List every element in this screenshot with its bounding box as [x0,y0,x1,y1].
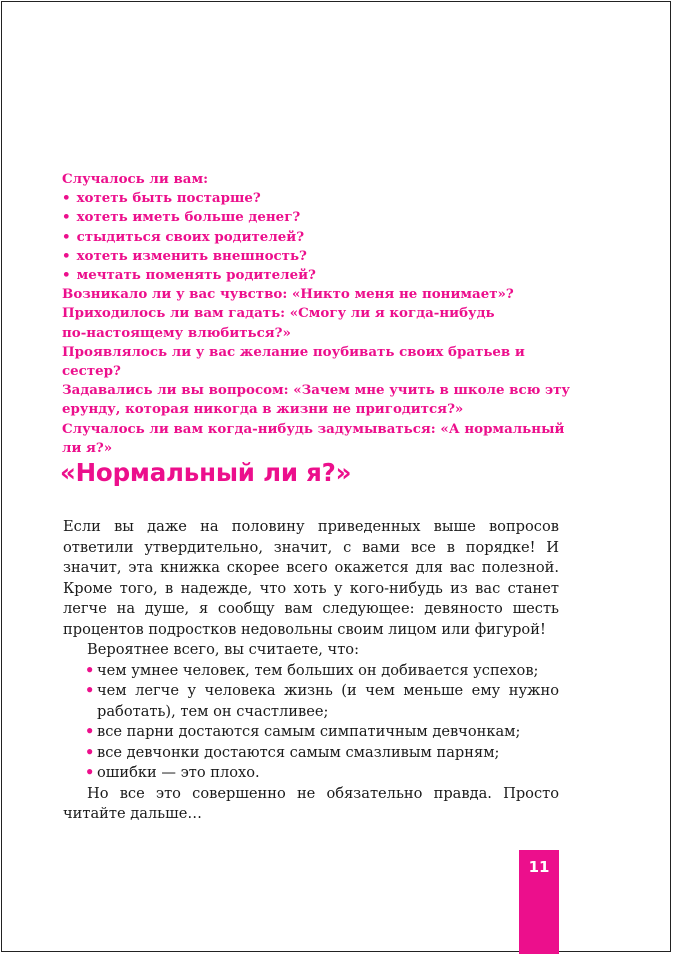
body-bullet-item: • чем легче у человека жизнь (и чем меньше ему нужно работать), тем он счастливее; [85,682,559,720]
body-bullet-item: • все парни достаются самым симпатичным девчонкам; [87,722,559,743]
intro-bullet-item: • хотеть иметь больше денег? [62,209,301,226]
body-paragraph: Вероятнее всего, вы считаете, что: [87,641,359,658]
bullet-icon: • [62,209,71,226]
intro-lead: Случалось ли вам: [62,171,209,187]
bullet-icon: • [62,190,71,207]
body-paragraph: Если вы даже на половину приведенных выше вопросов ответили утвердительно, значит, с вами все в порядке! И значит, эта книжка скорее всего окажется для вас полезной. Кроме того, в надежде, что хоть у кого-нибудь из вас станет легче на душе, я сообщу вам следующее: девяносто шесть процентов подростков недовольны своим лицом или фигурой! [63,518,559,638]
intro-question: Задавались ли вы вопросом: «Зачем мне учить в школе всю эту [62,382,571,399]
bullet-icon: • [62,228,71,245]
bullet-icon: • [85,743,95,761]
bullet-icon: • [85,682,95,699]
intro-bullet-item: • хотеть изменить внешность? [62,247,307,264]
bullet-icon: • [85,764,95,781]
body-bullet-list [63,661,559,784]
body-bullet-item: • чем умнее человек, тем больших он добивается успехов; [87,661,559,682]
bullet-icon: • [62,267,71,284]
page-number: 11 [528,858,550,876]
intro-bullet-item: • мечтать поменять родителей? [62,267,316,284]
intro-questions [62,170,572,458]
intro-bullet-list [62,189,572,285]
body-bullet-item: • все девчонки достаются самым смазливым парням; [87,743,559,764]
intro-question: Проявлялось ли у вас желание поубивать своих братьев и сестер? [62,343,525,380]
intro-question: Случалось ли вам когда-нибудь задумываться: «А нормальный ли я?» [62,420,565,456]
intro-bullet-item: • хотеть быть постарше? [62,190,261,207]
body-paragraph: Но все это совершенно не обязательно правда. Просто читайте дальше… [63,784,559,822]
bullet-icon: • [62,247,71,264]
intro-question: ерунду, которая никогда в жизни не пригодится?» [62,401,464,418]
page-number-tab [519,850,559,954]
section-heading: «Нормальный ли я?» [60,458,352,487]
intro-question: Приходилось ли вам гадать: «Смогу ли я когда-нибудь [62,305,495,322]
book-page [1,1,671,952]
bullet-icon: • [85,661,95,679]
intro-bullet-item: • стыдиться своих родителей? [62,228,305,245]
intro-question: Возникало ли у вас чувство: «Никто меня не понимает»? [62,286,514,303]
intro-question: по-настоящему влюбиться?» [62,324,291,341]
body-bullet-item: • ошибки — это плохо. [87,763,559,784]
body-text [63,517,559,825]
bullet-icon: • [85,723,95,740]
